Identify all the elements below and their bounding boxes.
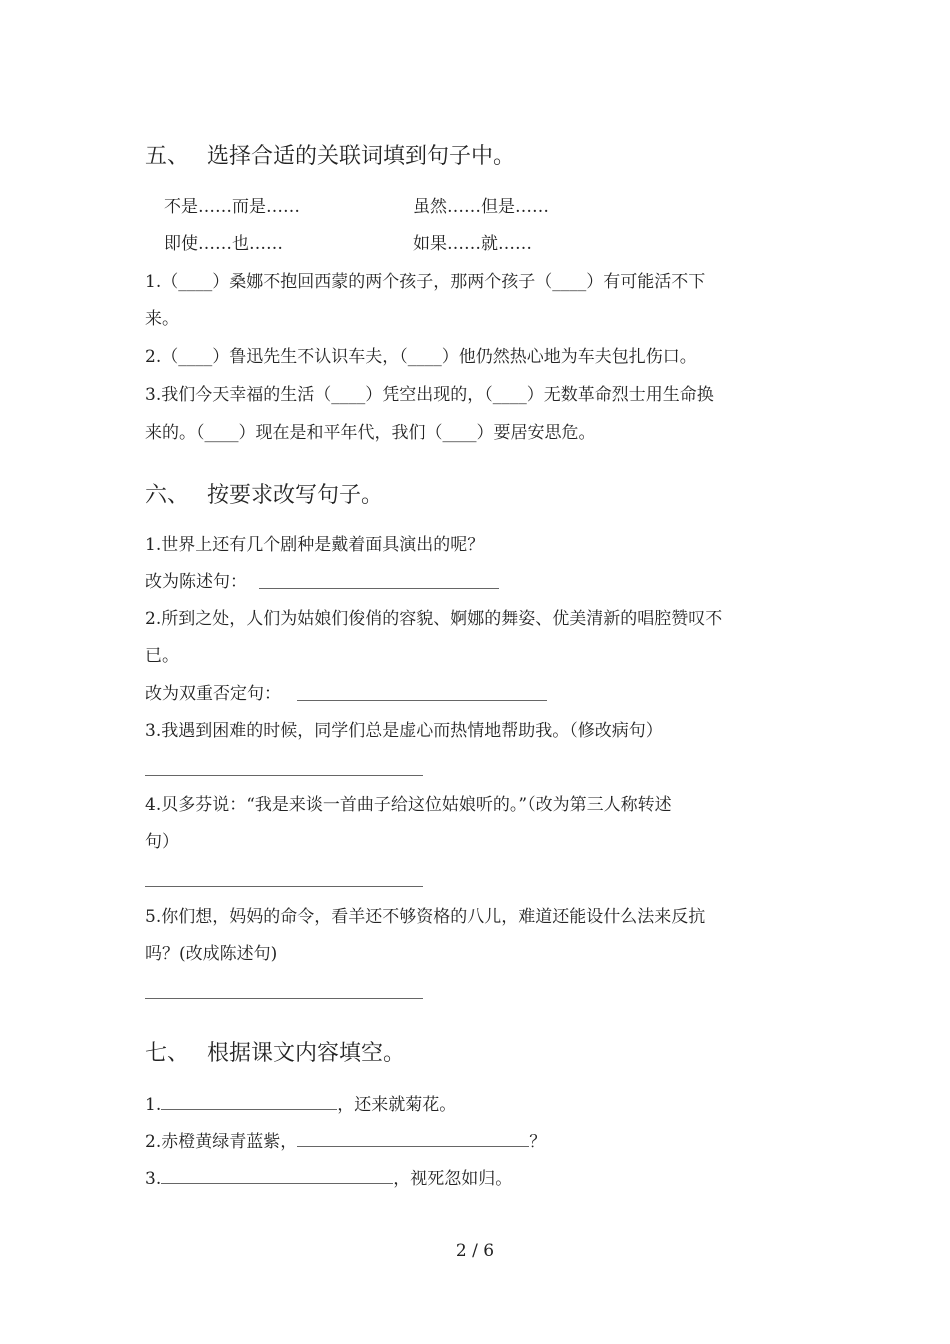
question-text: 吗？(改成陈述句) [145, 944, 278, 964]
answer-line[interactable] [145, 998, 423, 999]
question-text: 句） [145, 832, 179, 852]
conjunction-option: 不是……而是…… [164, 197, 300, 217]
page-number: 2 / 6 [455, 1241, 495, 1261]
question-text: 5.你们想，妈妈的命令，看羊还不够资格的八儿，难道还能设什么法来反抗 [145, 907, 706, 927]
question-text [145, 1168, 512, 1190]
section-number: 七、 [145, 1041, 190, 1066]
rewrite-prompt: 改为双重否定句： [145, 684, 281, 704]
question-text: 3.我们今天幸福的生活（____）凭空出现的，（____）无数革命烈士用生命换 [145, 385, 714, 405]
question-text: 4.贝多芬说：“我是来谈一首曲子给这位姑娘听的。”（改为第三人称转述 [145, 795, 672, 815]
question-tail: ？ [529, 1132, 547, 1152]
question-tail: ，还来就菊花。 [337, 1095, 457, 1115]
question-text: 3.我遇到困难的时候，同学们总是虚心而热情地帮助我。（修改病句） [145, 721, 663, 741]
question-number: 3. [145, 1169, 162, 1189]
answer-blank[interactable] [259, 588, 499, 589]
section-7-heading [145, 1040, 405, 1068]
question-text: 来的。（____）现在是和平年代，我们（____）要居安思危。 [145, 423, 596, 443]
section-5-heading [145, 143, 515, 171]
question-text: 1.世界上还有几个剧种是戴着面具演出的呢？ [145, 535, 485, 555]
answer-line[interactable] [145, 775, 423, 776]
fill-blank[interactable] [161, 1095, 337, 1110]
question-text: 2.（____）鲁迅先生不认识车夫，（____）他仍然热心地为车夫包扎伤口。 [145, 347, 697, 367]
rewrite-prompt: 改为陈述句： [145, 572, 247, 592]
section-number: 五、 [145, 144, 190, 169]
question-tail: ，视死忽如归。 [393, 1169, 513, 1189]
section-title: 根据课文内容填空。 [207, 1041, 406, 1066]
conjunction-option: 即使……也…… [164, 234, 283, 254]
answer-line[interactable] [145, 886, 423, 887]
answer-blank[interactable] [297, 700, 547, 701]
question-text [145, 1131, 546, 1153]
fill-blank[interactable] [297, 1132, 529, 1147]
question-text: 2.所到之处，人们为姑娘们俊俏的容貌、婀娜的舞姿、优美清新的唱腔赞叹不 [145, 609, 723, 629]
question-number: 1. [145, 1095, 162, 1115]
section-6-heading [145, 482, 383, 510]
question-text [145, 1094, 456, 1116]
fill-blank[interactable] [161, 1169, 393, 1184]
section-title: 按要求改写句子。 [207, 483, 384, 508]
question-text: 1.（____）桑娜不抱回西蒙的两个孩子，那两个孩子（____）有可能活不下 [145, 272, 706, 292]
conjunction-option: 如果……就…… [413, 234, 532, 254]
question-text: 已。 [145, 646, 179, 666]
conjunction-option: 虽然……但是…… [413, 197, 549, 217]
section-title: 选择合适的关联词填到句子中。 [207, 144, 516, 169]
section-number: 六、 [145, 483, 190, 508]
question-text: 来。 [145, 309, 179, 329]
question-head: 2.赤橙黄绿青蓝紫， [145, 1132, 298, 1152]
